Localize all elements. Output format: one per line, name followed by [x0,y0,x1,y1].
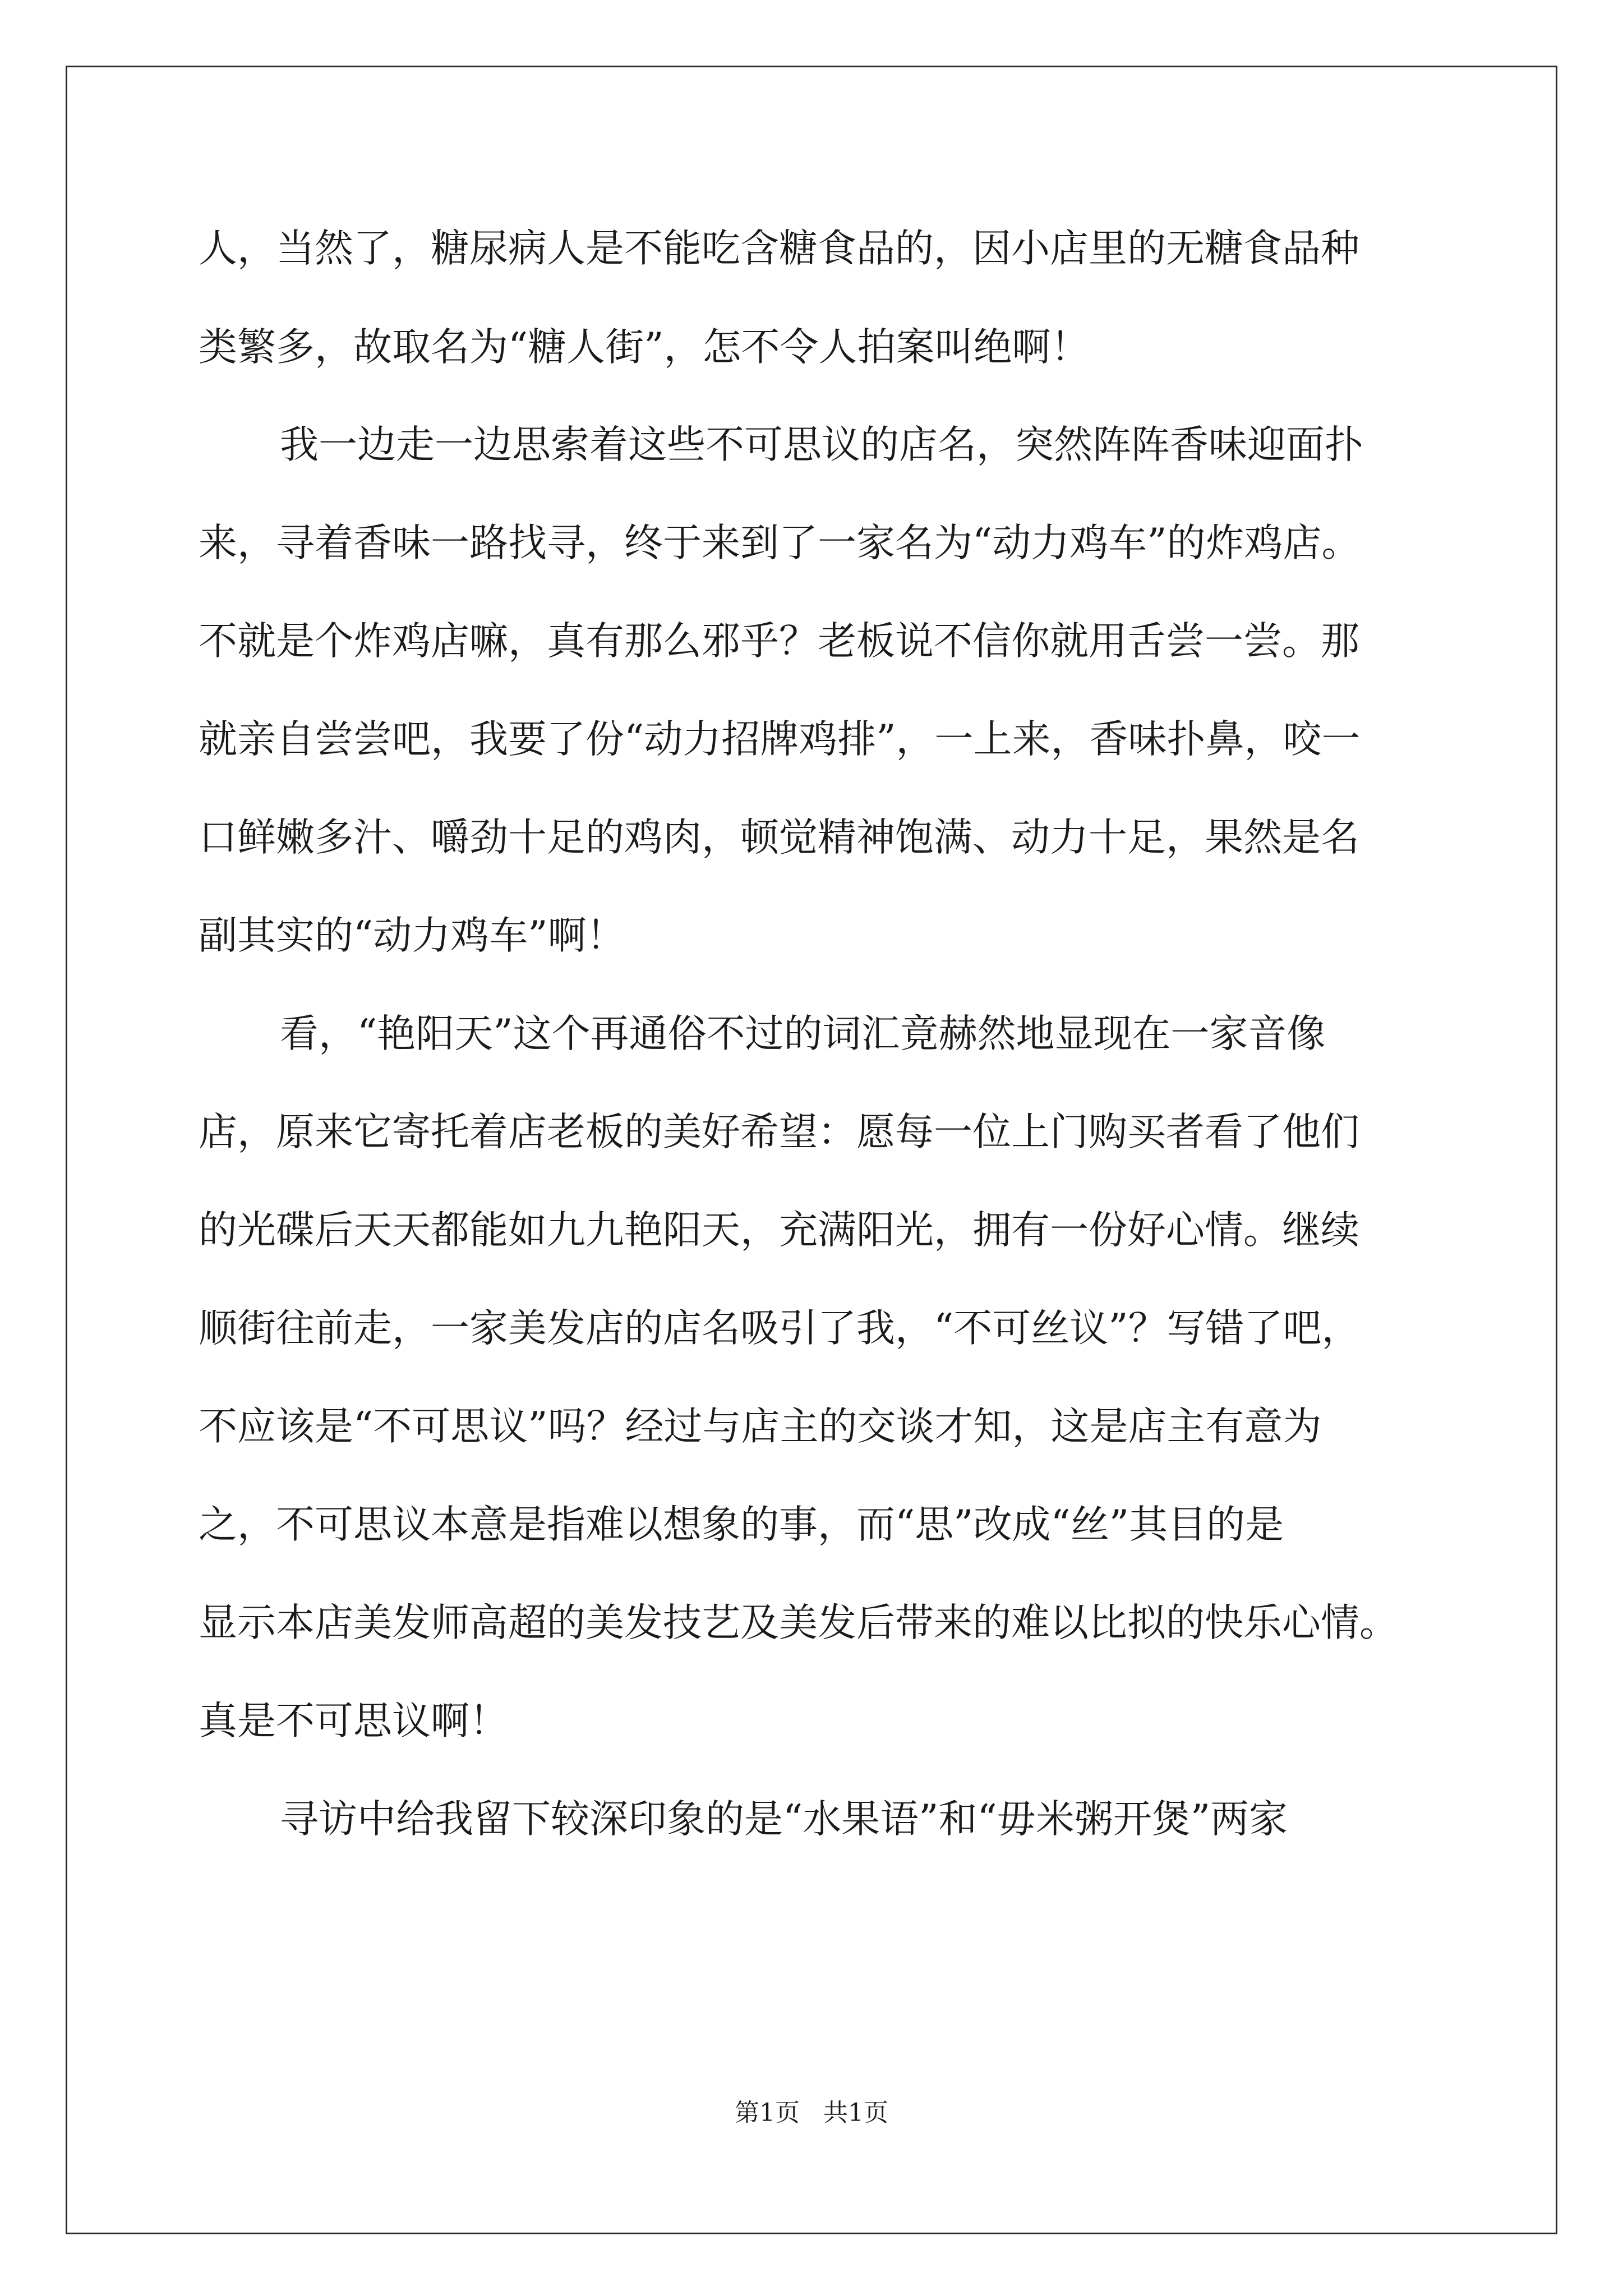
text-line: 顺街往前走，一家美发店的店名吸引了我，“不可丝议”？写错了吧， [199,1306,1361,1351]
text-line: 显示本店美发师高超的美发技艺及美发后带来的难以比拟的快乐心情。 [199,1600,1398,1645]
text-line: 副其实的“动力鸡车”啊！ [199,913,625,958]
text-line: 不应该是“不可思议”吗？经过与店主的交谈才知，这是店主有意为 [199,1404,1322,1449]
text-line: 真是不可思议啊！ [199,1699,508,1743]
text-line: 店，原来它寄托着店老板的美好希望：愿每一位上门购买者看了他们 [199,1110,1359,1154]
text-line: 人，当然了，糖尿病人是不能吃含糖食品的，因小店里的无糖食品种 [199,226,1359,271]
text-line: 寻访中给我留下较深印象的是“水果语”和“毋米粥开煲”两家 [280,1797,1288,1842]
text-line: 的光碟后天天都能如九九艳阳天，充满阳光，拥有一份好心情。继续 [199,1208,1359,1253]
page-footer: 第1页 共1页 [735,2099,888,2127]
text-line: 不就是个炸鸡店嘛，真有那么邪乎？老板说不信你就用舌尝一尝。那 [199,619,1359,664]
text-line: 来，寻着香味一路找寻，终于来到了一家名为“动力鸡车”的炸鸡店。 [199,521,1361,565]
text-line: 之，不可思议本意是指难以想象的事，而“思”改成“丝”其目的是 [199,1502,1284,1547]
text-line: 口鲜嫩多汁、嚼劲十足的鸡肉，顿觉精神饱满、动力十足，果然是名 [199,815,1359,860]
text-line: 类繁多，故取名为“糖人街”，怎不令人拍案叫绝啊！ [199,325,1090,370]
text-line: 看，“艳阳天”这个再通俗不过的词汇竟赫然地显现在一家音像 [280,1011,1326,1056]
text-line: 我一边走一边思索着这些不可思议的店名，突然阵阵香味迎面扑 [280,422,1363,467]
text-line: 就亲自尝尝吧，我要了份“动力招牌鸡排”，一上来，香味扑鼻，咬一 [199,717,1361,762]
